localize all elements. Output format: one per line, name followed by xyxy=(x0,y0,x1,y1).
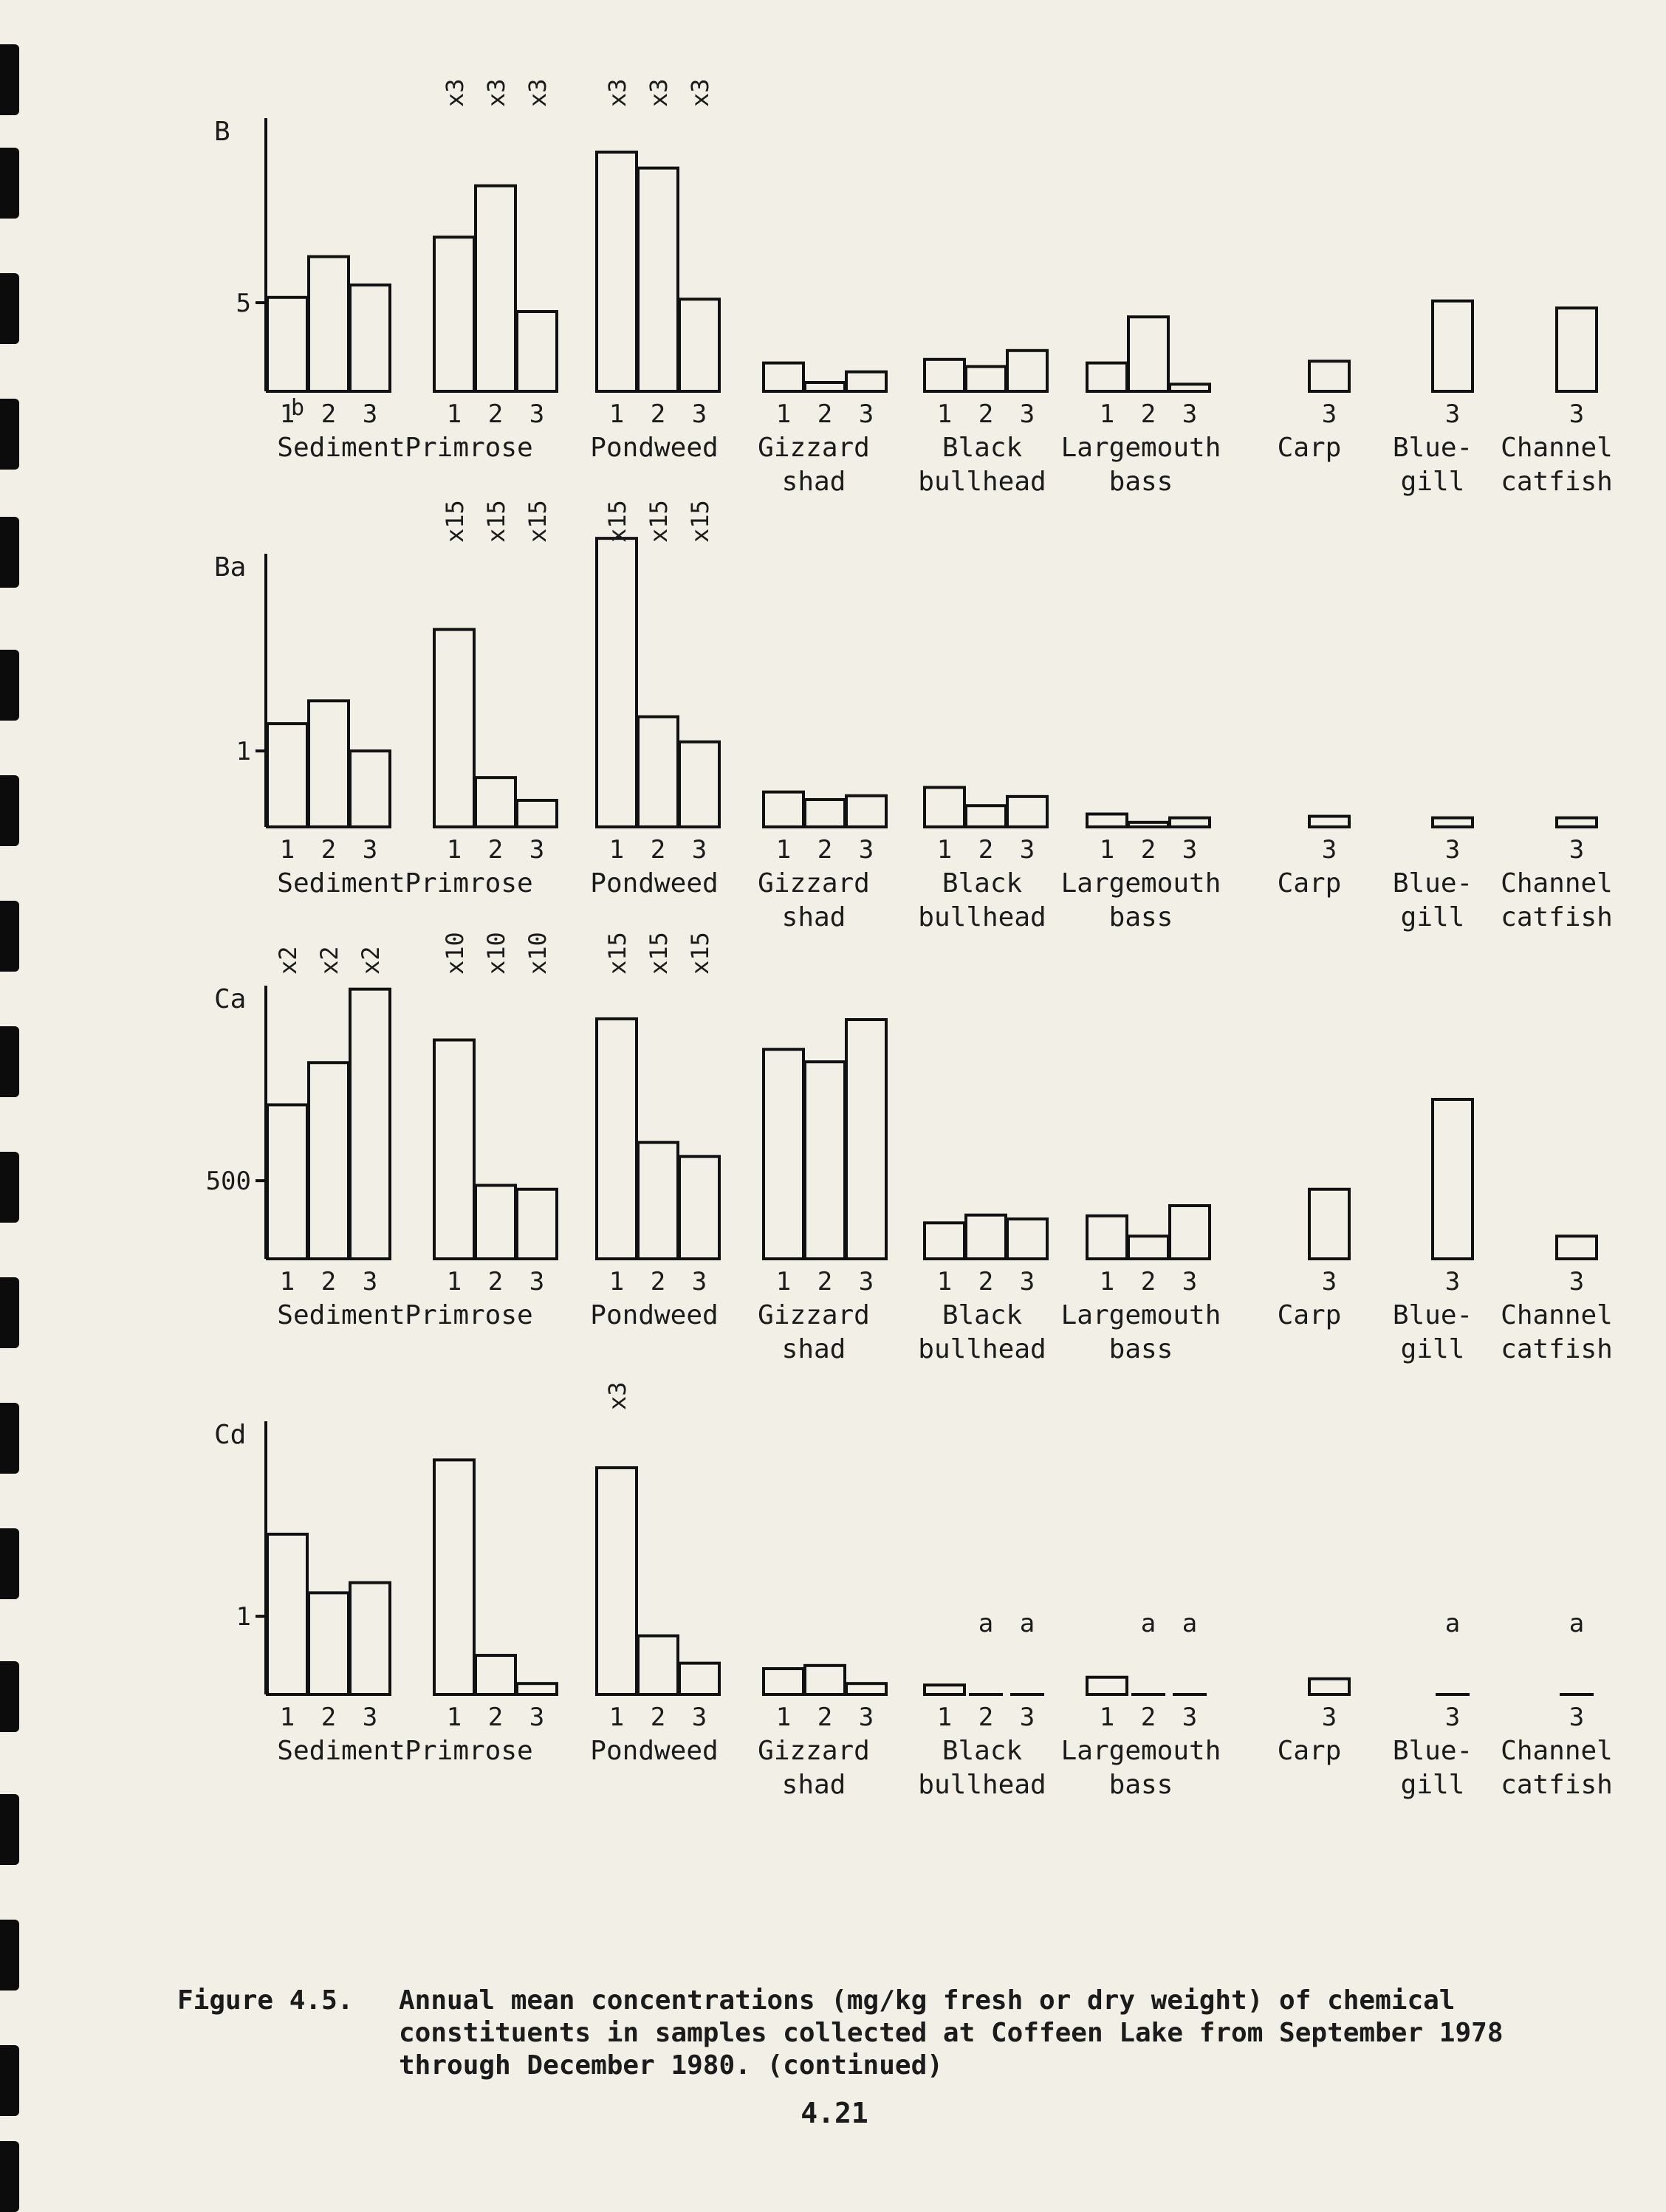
bar-b-sediment-site-2 xyxy=(309,257,349,391)
site-label: 3 xyxy=(1182,835,1198,865)
site-label: 2 xyxy=(817,1703,833,1732)
site-label: 2 xyxy=(817,835,833,865)
bar-b-sediment-site-3 xyxy=(350,285,390,391)
bar-ba-carp-site-3 xyxy=(1309,817,1349,827)
bar-b-largemouth-bass-site-1 xyxy=(1087,363,1127,391)
group-label-carp: Carp xyxy=(1277,868,1342,899)
site-label: 3 xyxy=(691,1267,707,1296)
group-label-gizzard-shad: Gizzard xyxy=(758,433,870,463)
footnote-a: a xyxy=(1019,1609,1035,1638)
site-label: 3 xyxy=(1019,1267,1035,1296)
bar-ca-pondweed-site-3 xyxy=(679,1156,719,1259)
caption-text: Annual mean concentrations (mg/kg fresh or dry weight) of chemical constituents in samples collected at Coffeen Lake from September 1978 through December 1980. (continued) xyxy=(399,1985,1504,2081)
panel-label-ba: Ba xyxy=(214,552,247,583)
bar-b-channel-catfish-site-3 xyxy=(1557,308,1597,391)
site-label: 2 xyxy=(817,399,833,429)
group-label-channel-catfish: Channel xyxy=(1501,433,1613,463)
site-label: 3 xyxy=(1019,1703,1035,1732)
site-label: 3 xyxy=(529,399,545,429)
site-label: 3 xyxy=(1182,1703,1198,1732)
site-label: 3 xyxy=(1569,1703,1585,1732)
bar-ca-sediment-site-2 xyxy=(309,1062,349,1259)
group-label-bluegill: Blue- xyxy=(1392,1300,1473,1330)
group-label-black-bullhead: bullhead xyxy=(918,467,1046,497)
bar-ca-black-bullhead-site-1 xyxy=(925,1223,964,1259)
site-label: 2 xyxy=(978,1703,994,1732)
footnote-a: a xyxy=(1182,1609,1198,1638)
group-label-channel-catfish: catfish xyxy=(1501,1770,1613,1800)
site-label: 1 xyxy=(609,1267,625,1296)
bar-ca-gizzard-shad-site-1 xyxy=(764,1049,803,1259)
bar-cd-gizzard-shad-site-1 xyxy=(764,1669,803,1694)
bar-ca-black-bullhead-site-3 xyxy=(1007,1219,1047,1259)
binder-tab xyxy=(0,1920,19,1991)
bar-ca-bluegill-site-3 xyxy=(1433,1099,1473,1259)
multiplier-label: x10 xyxy=(482,932,510,975)
bar-b-primrose-site-2 xyxy=(476,186,515,391)
bar-b-pondweed-site-1 xyxy=(597,152,637,391)
group-label-largemouth-bass: Largemouth xyxy=(1060,433,1221,463)
multiplier-label: x3 xyxy=(482,78,510,107)
site-label: 2 xyxy=(650,1703,666,1732)
group-label-gizzard-shad: shad xyxy=(781,467,846,497)
site-label: 2 xyxy=(320,1703,337,1732)
group-label-primrose: Primrose xyxy=(405,433,533,463)
bar-ca-largemouth-bass-site-1 xyxy=(1087,1216,1127,1259)
site-label: 3 xyxy=(858,835,874,865)
group-label-pondweed: Pondweed xyxy=(590,868,719,899)
site-label: 1 xyxy=(936,399,953,429)
site-label: 2 xyxy=(487,835,504,865)
page-number: 4.21 xyxy=(801,2097,868,2129)
site-label: 2 xyxy=(650,399,666,429)
site-label: 1 xyxy=(446,835,462,865)
site-label: 3 xyxy=(1321,1703,1337,1732)
site-label: 3 xyxy=(691,1703,707,1732)
site-label: 1 xyxy=(609,1703,625,1732)
site-label: 1 xyxy=(279,1703,295,1732)
bar-ca-primrose-site-2 xyxy=(476,1185,515,1259)
bar-b-sediment-site-1 xyxy=(267,298,307,391)
site-label: 3 xyxy=(1569,1267,1585,1296)
site-label: 2 xyxy=(1140,835,1156,865)
site-label: 2 xyxy=(487,1703,504,1732)
bar-ca-sediment-site-1 xyxy=(267,1105,307,1259)
bar-b-pondweed-site-2 xyxy=(638,168,678,391)
y-tick-label-ca: 500 xyxy=(205,1167,251,1197)
site-label: 1 xyxy=(446,1267,462,1296)
site-label: 3 xyxy=(1182,399,1198,429)
bar-ba-pondweed-site-1 xyxy=(597,538,637,827)
site-label: 3 xyxy=(1444,1267,1461,1296)
bar-ca-black-bullhead-site-2 xyxy=(966,1215,1006,1259)
site-label: 1 xyxy=(1099,1267,1115,1296)
site-label: 1 xyxy=(936,1703,953,1732)
site-label: 3 xyxy=(362,1267,378,1296)
panel-label-b: B xyxy=(214,117,230,147)
bar-ba-largemouth-bass-site-2 xyxy=(1128,822,1168,827)
bar-ba-gizzard-shad-site-1 xyxy=(764,792,803,827)
bar-ba-bluegill-site-3 xyxy=(1433,818,1473,827)
site-label: 3 xyxy=(1321,835,1337,865)
group-label-sediment: Sediment xyxy=(277,433,405,463)
multiplier-label: x2 xyxy=(357,946,385,975)
site-label: 2 xyxy=(650,1267,666,1296)
site-label: 3 xyxy=(1444,835,1461,865)
bar-ca-sediment-site-3 xyxy=(350,989,390,1259)
site-label: 2 xyxy=(487,1267,504,1296)
y-tick-label-ba: 1 xyxy=(236,737,251,767)
group-label-pondweed: Pondweed xyxy=(590,433,719,463)
group-label-largemouth-bass: Largemouth xyxy=(1060,868,1221,899)
multiplier-label: x15 xyxy=(645,932,673,975)
bar-b-pondweed-site-3 xyxy=(679,299,719,391)
group-label-carp: Carp xyxy=(1277,433,1342,463)
multiplier-label: x15 xyxy=(441,500,469,543)
group-label-black-bullhead: bullhead xyxy=(918,902,1046,932)
site-label: 3 xyxy=(362,1703,378,1732)
group-label-black-bullhead: Black xyxy=(942,1736,1023,1766)
group-label-bluegill: Blue- xyxy=(1392,868,1473,899)
group-label-gizzard-shad: Gizzard xyxy=(758,1736,870,1766)
site-label: 3 xyxy=(529,1703,545,1732)
bar-ca-pondweed-site-2 xyxy=(638,1142,678,1259)
bar-ca-largemouth-bass-site-3 xyxy=(1170,1206,1210,1259)
panel-label-cd: Cd xyxy=(214,1420,247,1450)
group-label-black-bullhead: Black xyxy=(942,1300,1023,1330)
bar-ca-channel-catfish-site-3 xyxy=(1557,1236,1597,1259)
bar-b-gizzard-shad-site-1 xyxy=(764,363,803,391)
site-label: 2 xyxy=(1140,1703,1156,1732)
site-label: 1 xyxy=(609,835,625,865)
group-label-channel-catfish: Channel xyxy=(1501,1300,1613,1330)
bar-cd-sediment-site-1 xyxy=(267,1534,307,1694)
bar-ca-primrose-site-3 xyxy=(517,1189,557,1259)
multiplier-label: x3 xyxy=(603,1381,631,1410)
site-label: 1 xyxy=(279,1267,295,1296)
group-label-largemouth-bass: bass xyxy=(1108,467,1173,497)
footnote-a: a xyxy=(978,1609,994,1638)
site-label: 1 xyxy=(775,835,792,865)
group-label-sediment: Sediment xyxy=(277,1736,405,1766)
group-label-gizzard-shad: shad xyxy=(781,1770,846,1800)
bar-cd-pondweed-site-3 xyxy=(679,1663,719,1694)
bar-b-gizzard-shad-site-3 xyxy=(846,372,886,391)
bar-ba-black-bullhead-site-1 xyxy=(925,788,964,827)
multiplier-label: x3 xyxy=(524,78,552,107)
multiplier-label: x10 xyxy=(441,932,469,975)
bar-cd-sediment-site-2 xyxy=(309,1593,349,1694)
group-label-carp: Carp xyxy=(1277,1736,1342,1766)
multiplier-label: x10 xyxy=(524,932,552,975)
bar-ba-black-bullhead-site-2 xyxy=(966,806,1006,827)
site-label: 2 xyxy=(650,835,666,865)
site-label: 1 xyxy=(775,1703,792,1732)
group-label-largemouth-bass: Largemouth xyxy=(1060,1300,1221,1330)
site-label: 3 xyxy=(858,1703,874,1732)
site-label: 3 xyxy=(858,1267,874,1296)
bar-cd-primrose-site-3 xyxy=(517,1683,557,1694)
bar-ba-largemouth-bass-site-3 xyxy=(1170,818,1210,827)
group-label-primrose: Primrose xyxy=(405,1736,533,1766)
site-label: 3 xyxy=(1321,399,1337,429)
bar-ba-pondweed-site-2 xyxy=(638,717,678,827)
site-label: 1 xyxy=(609,399,625,429)
group-label-gizzard-shad: Gizzard xyxy=(758,868,870,899)
site-label: 2 xyxy=(1140,1267,1156,1296)
site-label: 3 xyxy=(529,1267,545,1296)
site-label: 1 xyxy=(775,1267,792,1296)
bar-b-black-bullhead-site-3 xyxy=(1007,351,1047,391)
site-label: 3 xyxy=(1182,1267,1198,1296)
multiplier-label: x3 xyxy=(441,78,469,107)
group-label-gizzard-shad: shad xyxy=(781,1334,846,1364)
site-label: 2 xyxy=(978,835,994,865)
multiplier-label: x3 xyxy=(645,78,673,107)
multiplier-label: x3 xyxy=(686,78,714,107)
binder-tab xyxy=(0,2141,19,2212)
bar-cd-carp-site-3 xyxy=(1309,1679,1349,1694)
site-label: 3 xyxy=(1321,1267,1337,1296)
site-label: 1 xyxy=(446,1703,462,1732)
site-label: 1 xyxy=(446,399,462,429)
bar-b-gizzard-shad-site-2 xyxy=(805,382,845,391)
site-label: 1 xyxy=(279,399,295,429)
site-label: 3 xyxy=(1019,399,1035,429)
group-label-channel-catfish: catfish xyxy=(1501,902,1613,932)
bar-ba-gizzard-shad-site-2 xyxy=(805,800,845,827)
site-label: 2 xyxy=(978,399,994,429)
site-label: 2 xyxy=(320,835,337,865)
bar-ba-black-bullhead-site-3 xyxy=(1007,797,1047,827)
group-label-channel-catfish: Channel xyxy=(1501,1736,1613,1766)
group-label-primrose: Primrose xyxy=(405,868,533,899)
bar-cd-gizzard-shad-site-2 xyxy=(805,1666,845,1694)
group-label-black-bullhead: bullhead xyxy=(918,1770,1046,1800)
group-label-bluegill: gill xyxy=(1400,1770,1465,1800)
bar-ca-gizzard-shad-site-3 xyxy=(846,1020,886,1259)
site-label: 3 xyxy=(362,399,378,429)
site-label: 2 xyxy=(1140,399,1156,429)
site-label: 1 xyxy=(1099,1703,1115,1732)
multiplier-label: x15 xyxy=(603,500,631,543)
site-label: 1 xyxy=(1099,399,1115,429)
multiplier-label: x15 xyxy=(524,500,552,543)
group-label-largemouth-bass: bass xyxy=(1108,1334,1173,1364)
bar-b-black-bullhead-site-1 xyxy=(925,360,964,391)
group-label-gizzard-shad: Gizzard xyxy=(758,1300,870,1330)
site-label: 3 xyxy=(691,835,707,865)
bar-ca-carp-site-3 xyxy=(1309,1189,1349,1259)
multiplier-label: x15 xyxy=(482,500,510,543)
group-label-bluegill: Blue- xyxy=(1392,433,1473,463)
bar-b-black-bullhead-site-2 xyxy=(966,366,1006,391)
site-label: 2 xyxy=(320,399,337,429)
group-label-channel-catfish: Channel xyxy=(1501,868,1613,899)
caption-label: Figure 4.5. xyxy=(177,1985,354,2016)
site-label: 1 xyxy=(279,835,295,865)
group-label-sediment: Sediment xyxy=(277,868,405,899)
bar-ca-gizzard-shad-site-2 xyxy=(805,1062,845,1259)
bar-cd-primrose-site-1 xyxy=(434,1460,474,1694)
bar-ba-primrose-site-2 xyxy=(476,777,515,827)
bar-ba-largemouth-bass-site-1 xyxy=(1087,814,1127,827)
group-label-bluegill: gill xyxy=(1400,1334,1465,1364)
bar-ba-primrose-site-1 xyxy=(434,630,474,827)
site-label: 3 xyxy=(858,399,874,429)
bar-ba-gizzard-shad-site-3 xyxy=(846,796,886,827)
bar-ca-largemouth-bass-site-2 xyxy=(1128,1236,1168,1259)
bar-b-primrose-site-1 xyxy=(434,237,474,391)
multiplier-label: x2 xyxy=(315,946,343,975)
group-label-black-bullhead: Black xyxy=(942,433,1023,463)
multiplier-label: x15 xyxy=(603,932,631,975)
group-label-black-bullhead: bullhead xyxy=(918,1334,1046,1364)
site-label: 3 xyxy=(1444,399,1461,429)
group-label-gizzard-shad: shad xyxy=(781,902,846,932)
bar-cd-black-bullhead-site-1 xyxy=(925,1685,964,1694)
bar-ba-sediment-site-3 xyxy=(350,751,390,827)
bar-cd-largemouth-bass-site-1 xyxy=(1087,1677,1127,1694)
site-label: 3 xyxy=(1444,1703,1461,1732)
multiplier-label: x3 xyxy=(603,78,631,107)
y-tick-label-b: 5 xyxy=(236,289,251,318)
figure-caption xyxy=(177,1985,1580,2082)
group-label-carp: Carp xyxy=(1277,1300,1342,1330)
bar-ba-pondweed-site-3 xyxy=(679,742,719,827)
multiplier-label: x15 xyxy=(686,500,714,543)
bar-b-largemouth-bass-site-2 xyxy=(1128,317,1168,391)
bar-ca-pondweed-site-1 xyxy=(597,1019,637,1259)
multiplier-label: x15 xyxy=(686,932,714,975)
group-label-largemouth-bass: Largemouth xyxy=(1060,1736,1221,1766)
group-label-channel-catfish: catfish xyxy=(1501,1334,1613,1364)
site-label: 3 xyxy=(529,835,545,865)
binder-tab xyxy=(0,2045,19,2116)
bar-b-largemouth-bass-site-3 xyxy=(1170,384,1210,391)
bar-b-carp-site-3 xyxy=(1309,361,1349,391)
bar-cd-primrose-site-2 xyxy=(476,1655,515,1694)
group-label-primrose: Primrose xyxy=(405,1300,533,1330)
site-label: 2 xyxy=(320,1267,337,1296)
footnote-a: a xyxy=(1140,1609,1156,1638)
site-label: 1 xyxy=(1099,835,1115,865)
bar-cd-pondweed-site-2 xyxy=(638,1636,678,1694)
panel-label-ca: Ca xyxy=(214,984,247,1014)
site-label: 3 xyxy=(1569,399,1585,429)
bar-b-bluegill-site-3 xyxy=(1433,301,1473,391)
bar-cd-gizzard-shad-site-3 xyxy=(846,1683,886,1694)
multiplier-label: x15 xyxy=(645,500,673,543)
group-label-bluegill: gill xyxy=(1400,467,1465,497)
group-label-bluegill: gill xyxy=(1400,902,1465,932)
footnote-b: b xyxy=(290,395,305,421)
bar-b-primrose-site-3 xyxy=(517,312,557,391)
site-label: 1 xyxy=(936,1267,953,1296)
site-label: 2 xyxy=(978,1267,994,1296)
bar-ca-primrose-site-1 xyxy=(434,1040,474,1259)
site-label: 3 xyxy=(362,835,378,865)
group-label-channel-catfish: catfish xyxy=(1501,467,1613,497)
site-label: 1 xyxy=(936,835,953,865)
site-label: 2 xyxy=(487,399,504,429)
footnote-a: a xyxy=(1444,1609,1461,1638)
group-label-pondweed: Pondweed xyxy=(590,1736,719,1766)
group-label-black-bullhead: Black xyxy=(942,868,1023,899)
footnote-a: a xyxy=(1569,1609,1585,1638)
group-label-sediment: Sediment xyxy=(277,1300,405,1330)
group-label-bluegill: Blue- xyxy=(1392,1736,1473,1766)
site-label: 3 xyxy=(1019,835,1035,865)
multiplier-label: x2 xyxy=(274,946,302,975)
bar-ba-channel-catfish-site-3 xyxy=(1557,818,1597,827)
group-label-pondweed: Pondweed xyxy=(590,1300,719,1330)
y-tick-label-cd: 1 xyxy=(236,1602,251,1632)
site-label: 1 xyxy=(775,399,792,429)
bar-ba-sediment-site-1 xyxy=(267,724,307,827)
bar-cd-pondweed-site-1 xyxy=(597,1468,637,1694)
site-label: 2 xyxy=(817,1267,833,1296)
site-label: 3 xyxy=(1569,835,1585,865)
group-label-largemouth-bass: bass xyxy=(1108,902,1173,932)
bar-ba-sediment-site-2 xyxy=(309,701,349,827)
bar-cd-sediment-site-3 xyxy=(350,1583,390,1694)
group-label-largemouth-bass: bass xyxy=(1108,1770,1173,1800)
bar-ba-primrose-site-3 xyxy=(517,800,557,827)
site-label: 3 xyxy=(691,399,707,429)
